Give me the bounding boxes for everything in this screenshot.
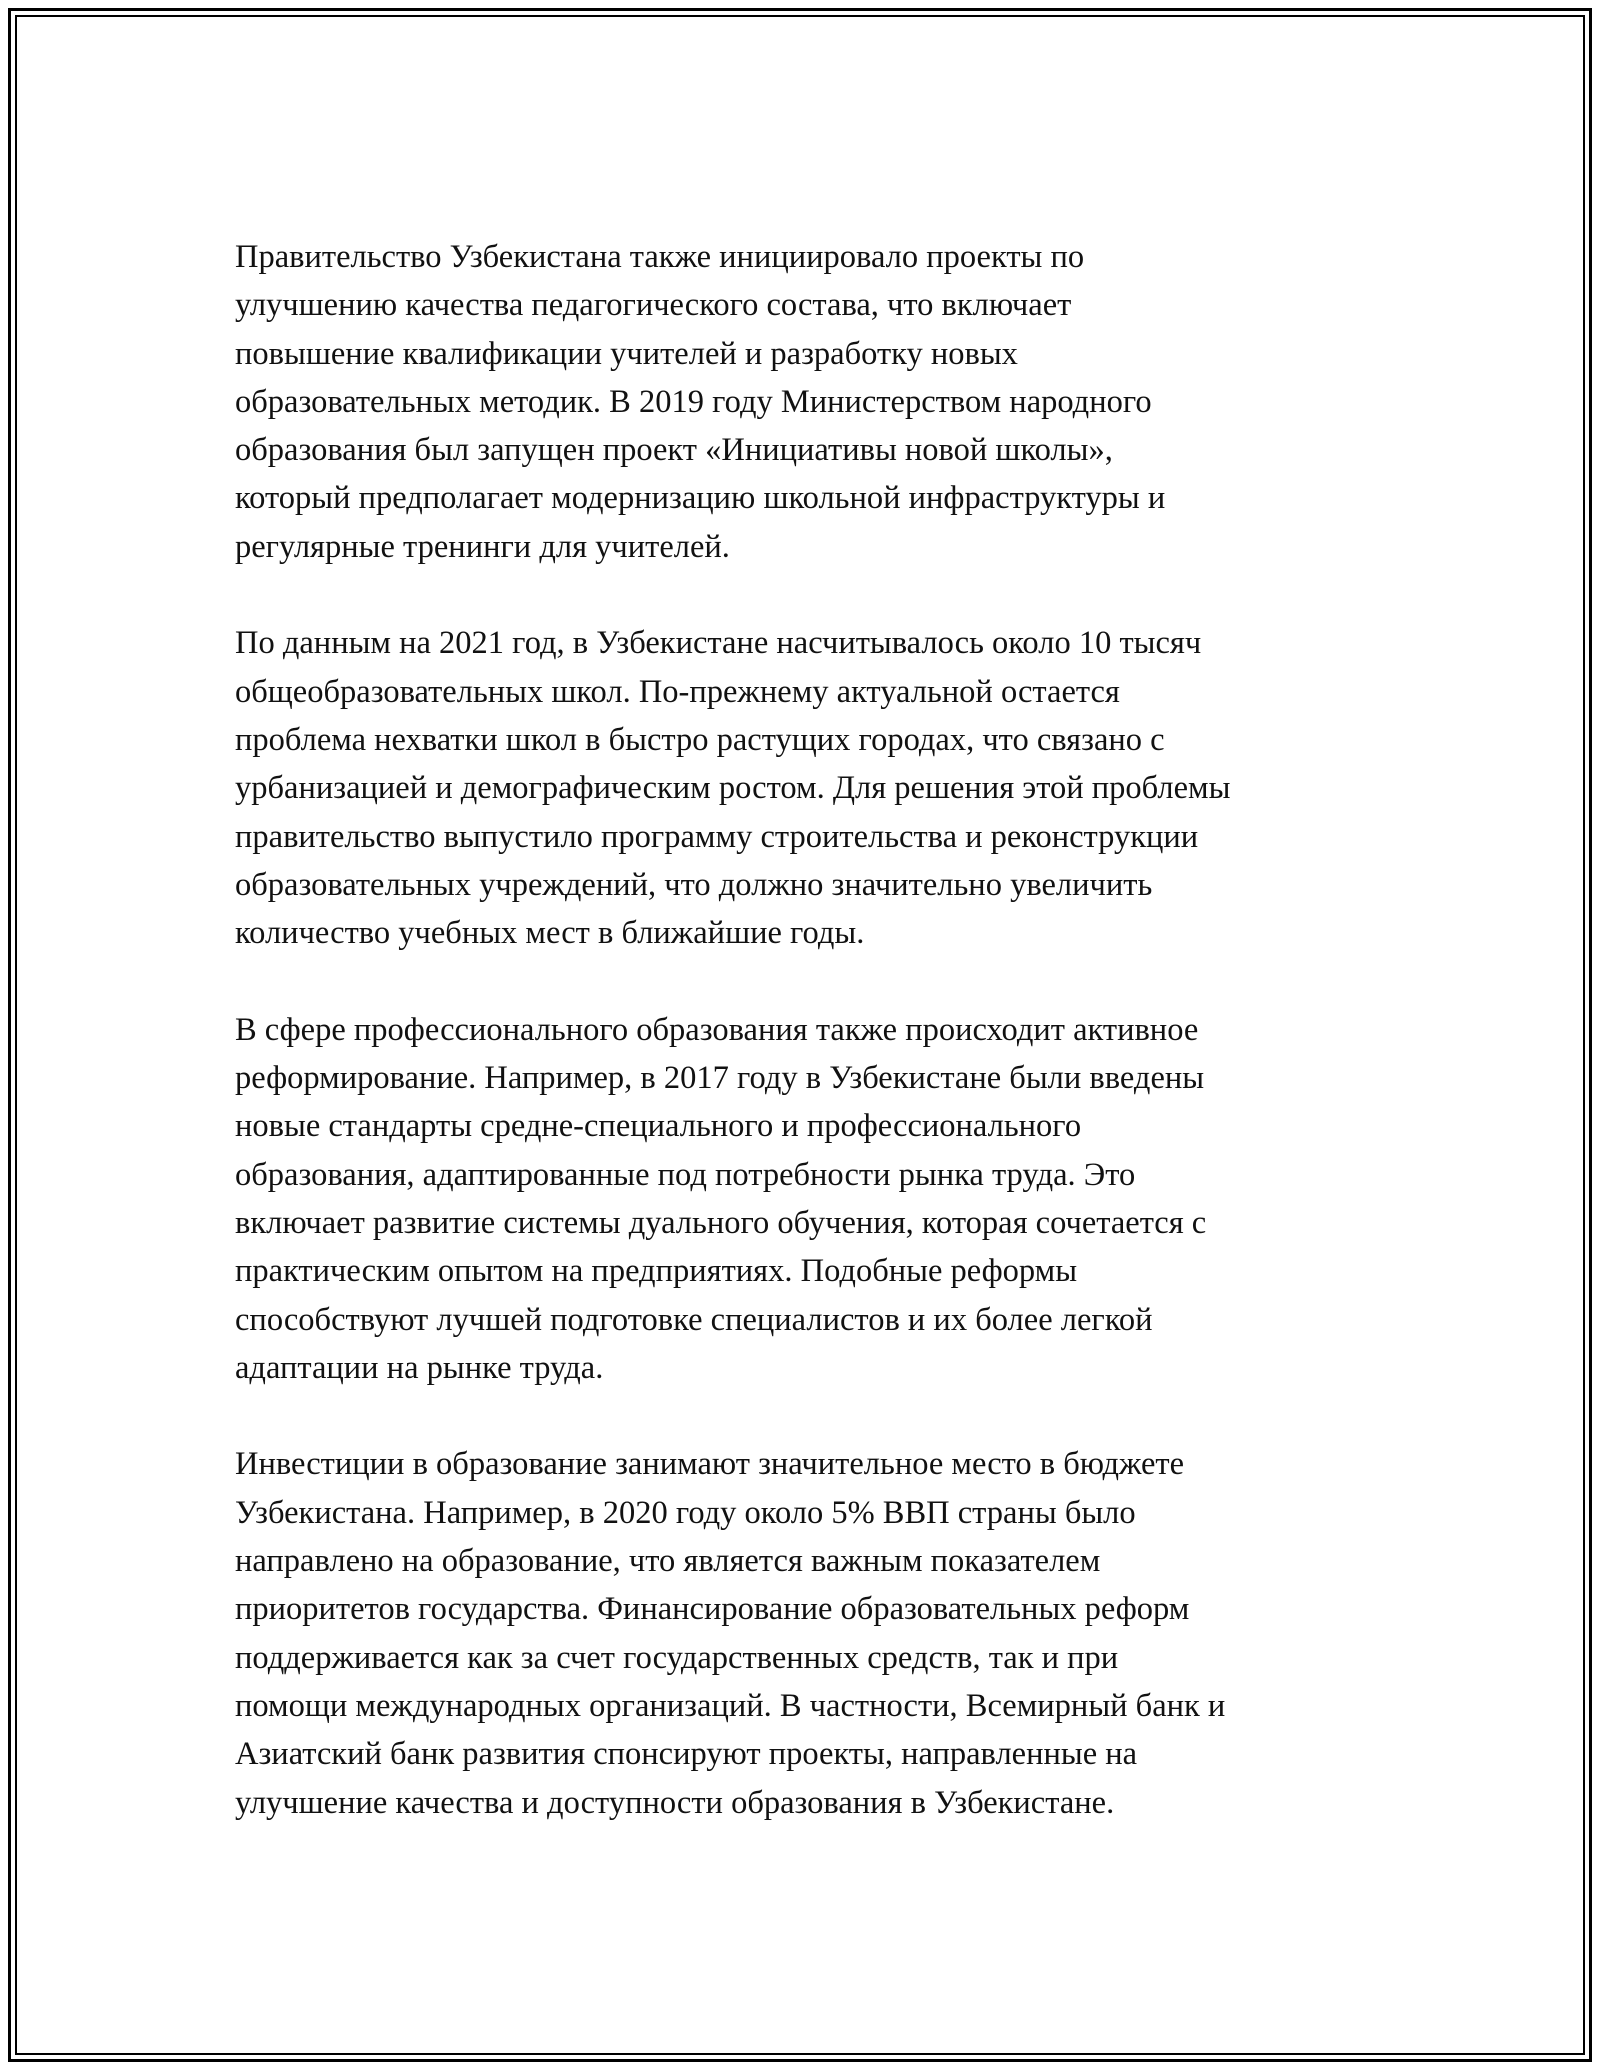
paragraph-education-investment: Инвестиции в образование занимают значительное место в бюджете Узбекистана. Например, в 2020 году около 5% ВВП страны было направлено на образование, что является важным показателем приоритетов государства. Финансирование образовательных реформ поддерживается как за счет государственных средств, так и при помощи международных организаций. В частности, Всемирный банк и Азиатский банк развития спонсируют проекты, направленные на улучшение качества и доступности образования в Узбекистане. <box>235 1446 1226 1821</box>
paragraph-schools-count: По данным на 2021 год, в Узбекистане насчитывалось около 10 тысяч общеобразовательных школ. По-прежнему актуальной остается проблема нехватки школ в быстро растущих городах, что связано с урбанизацией и демографическим ростом. Для решения этой проблемы правительство выпустило программу строительства и реконструкции образовательных учреждений, что должно значительно увеличить количество учебных мест в ближайшие годы. <box>235 625 1231 952</box>
document-body <box>235 233 1395 1827</box>
paragraph-vocational-education: В сфере профессионального образования также происходит активное реформирование. Например, в 2017 году в Узбекистане были введены новые стандарты средне-специального и профессионального образования, адаптированные под потребности рынка труда. Это включает развитие системы дуального обучения, которая сочетается с практическим опытом на предприятиях. Подобные реформы способствуют лучшей подготовке специалистов и их более легкой адаптации на рынке труда. <box>235 1011 1207 1386</box>
paragraph-teacher-quality: Правительство Узбекистана также инициировало проекты по улучшению качества педагогического состава, что включает повышение квалификации учителей и разработку новых образовательных методик. В 2019 году Министерством народного образования был запущен проект «Инициативы новой школы», который предполагает модернизацию школьной инфраструктуры и регулярные тренинги для учителей. <box>235 239 1166 565</box>
